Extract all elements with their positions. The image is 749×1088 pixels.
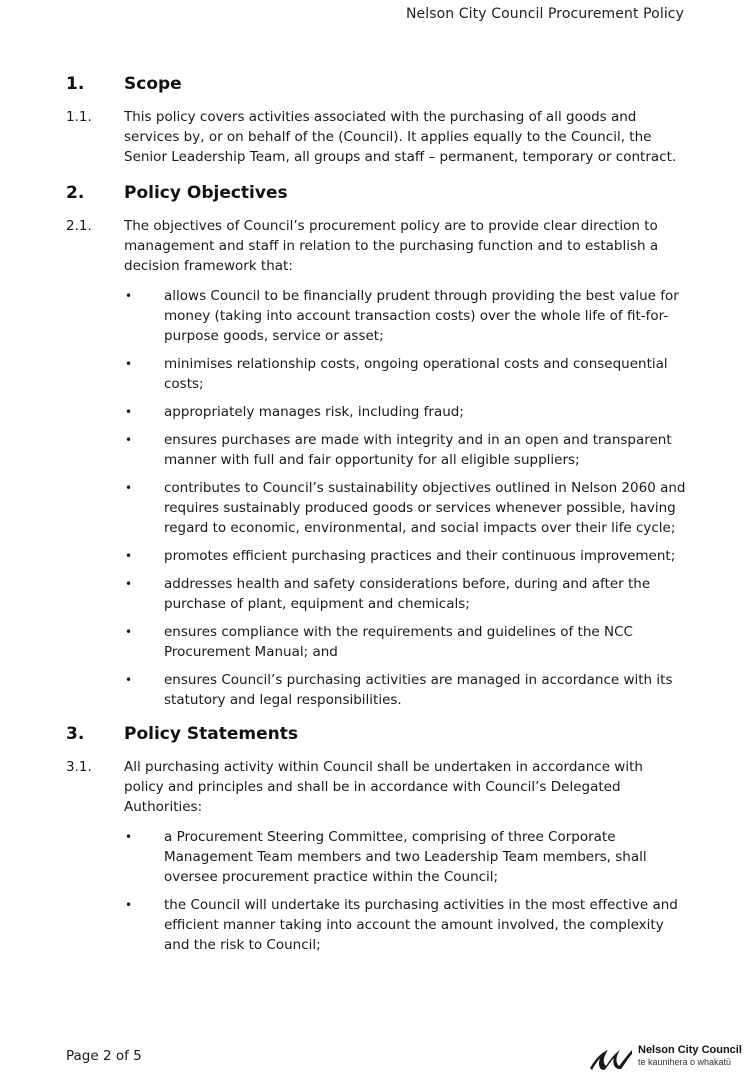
logo-subtitle: te kaunihera o whakatū xyxy=(638,1057,732,1067)
council-logo-icon xyxy=(588,1044,634,1072)
section-heading xyxy=(66,181,686,205)
list-item-text: allows Council to be financially prudent through providing the best value for money (taking into account transaction costs) over the whole life of fit-for-purpose goods, service or asset; xyxy=(164,288,679,344)
list-item-text: addresses health and safety considerations before, during and after the purchase of plant, equipment and chemicals; xyxy=(164,576,651,612)
bullet-icon: • xyxy=(125,481,133,495)
list-item-text: a Procurement Steering Committee, comprising of three Corporate Management Team members and two Leadership Team members, shall oversee procurement practice within the Council; xyxy=(164,829,647,885)
bullet-icon: • xyxy=(125,625,133,639)
list-item-text: minimises relationship costs, ongoing operational costs and consequential costs; xyxy=(164,356,668,392)
section-heading xyxy=(66,72,686,96)
list-item xyxy=(124,574,686,614)
section-heading xyxy=(66,722,686,746)
section-number: 3. xyxy=(66,724,85,744)
list-item-text: contributes to Council’s sustainability objectives outlined in Nelson 2060 and requires sustainably produced goods or services whenever possible, having regard to economic, environmental, and social impacts over their life cycle; xyxy=(164,480,686,536)
bullet-icon: • xyxy=(125,289,133,303)
list-item-text: appropriately manages risk, including fraud; xyxy=(164,404,464,420)
clause-text: All purchasing activity within Council shall be undertaken in accordance with policy and principles and shall be in accordance with Council’s Delegated Authorities: xyxy=(124,759,643,815)
section-title: Policy Statements xyxy=(124,724,298,744)
page-number: Page 2 of 5 xyxy=(66,1048,142,1064)
bullet-icon: • xyxy=(125,549,133,563)
bullet-icon: • xyxy=(125,898,133,912)
council-logo xyxy=(588,1044,742,1072)
section-number: 2. xyxy=(66,183,85,203)
list-item xyxy=(124,827,686,887)
bullet-icon: • xyxy=(125,577,133,591)
clause-number: 1.1. xyxy=(66,109,92,125)
list-item xyxy=(124,622,686,662)
bullet-icon: • xyxy=(125,673,133,687)
logo-name: Nelson City Council xyxy=(638,1044,742,1056)
list-item xyxy=(124,895,686,955)
list-item xyxy=(124,546,686,566)
clause xyxy=(66,216,686,276)
section-title: Scope xyxy=(124,74,182,94)
list-item-text: promotes efficient purchasing practices and their continuous improvement; xyxy=(164,548,676,564)
list-item-text: ensures purchases are made with integrity and in an open and transparent manner with full and fair opportunity for all eligible suppliers; xyxy=(164,432,672,468)
section-title: Policy Objectives xyxy=(124,183,288,203)
list-item xyxy=(124,402,686,422)
document-header-title: Nelson City Council Procurement Policy xyxy=(405,6,684,22)
section-number: 1. xyxy=(66,74,85,94)
bullet-icon: • xyxy=(125,433,133,447)
bullet-icon: • xyxy=(125,830,133,844)
list-item xyxy=(124,354,686,394)
list-item-text: ensures compliance with the requirements and guidelines of the NCC Procurement Manual; and xyxy=(164,624,633,660)
list-item xyxy=(124,286,686,346)
clause xyxy=(66,107,686,167)
bullet-icon: • xyxy=(125,357,133,371)
list-item xyxy=(124,478,686,538)
document-body xyxy=(66,72,686,967)
clause-number: 2.1. xyxy=(66,218,92,234)
clause xyxy=(66,757,686,817)
clause-text: The objectives of Council’s procurement policy are to provide clear direction to management and staff in relation to the purchasing function and to establish a decision framework that: xyxy=(124,218,659,274)
bullet-icon: • xyxy=(125,405,133,419)
list-item xyxy=(124,430,686,470)
bullet-list xyxy=(124,827,686,955)
bullet-list xyxy=(124,286,686,710)
clause-number: 3.1. xyxy=(66,759,92,775)
clause-text: This policy covers activities associated with the purchasing of all goods and services by, or on behalf of the (Council). It applies equally to the Council, the Senior Leadership Team, all groups and staff – permanent, temporary or contract. xyxy=(124,109,677,165)
list-item-text: ensures Council’s purchasing activities are managed in accordance with its statutory and legal responsibilities. xyxy=(164,672,673,708)
list-item-text: the Council will undertake its purchasing activities in the most effective and efficient manner taking into account the amount involved, the complexity and the risk to Council; xyxy=(164,897,678,953)
list-item xyxy=(124,670,686,710)
